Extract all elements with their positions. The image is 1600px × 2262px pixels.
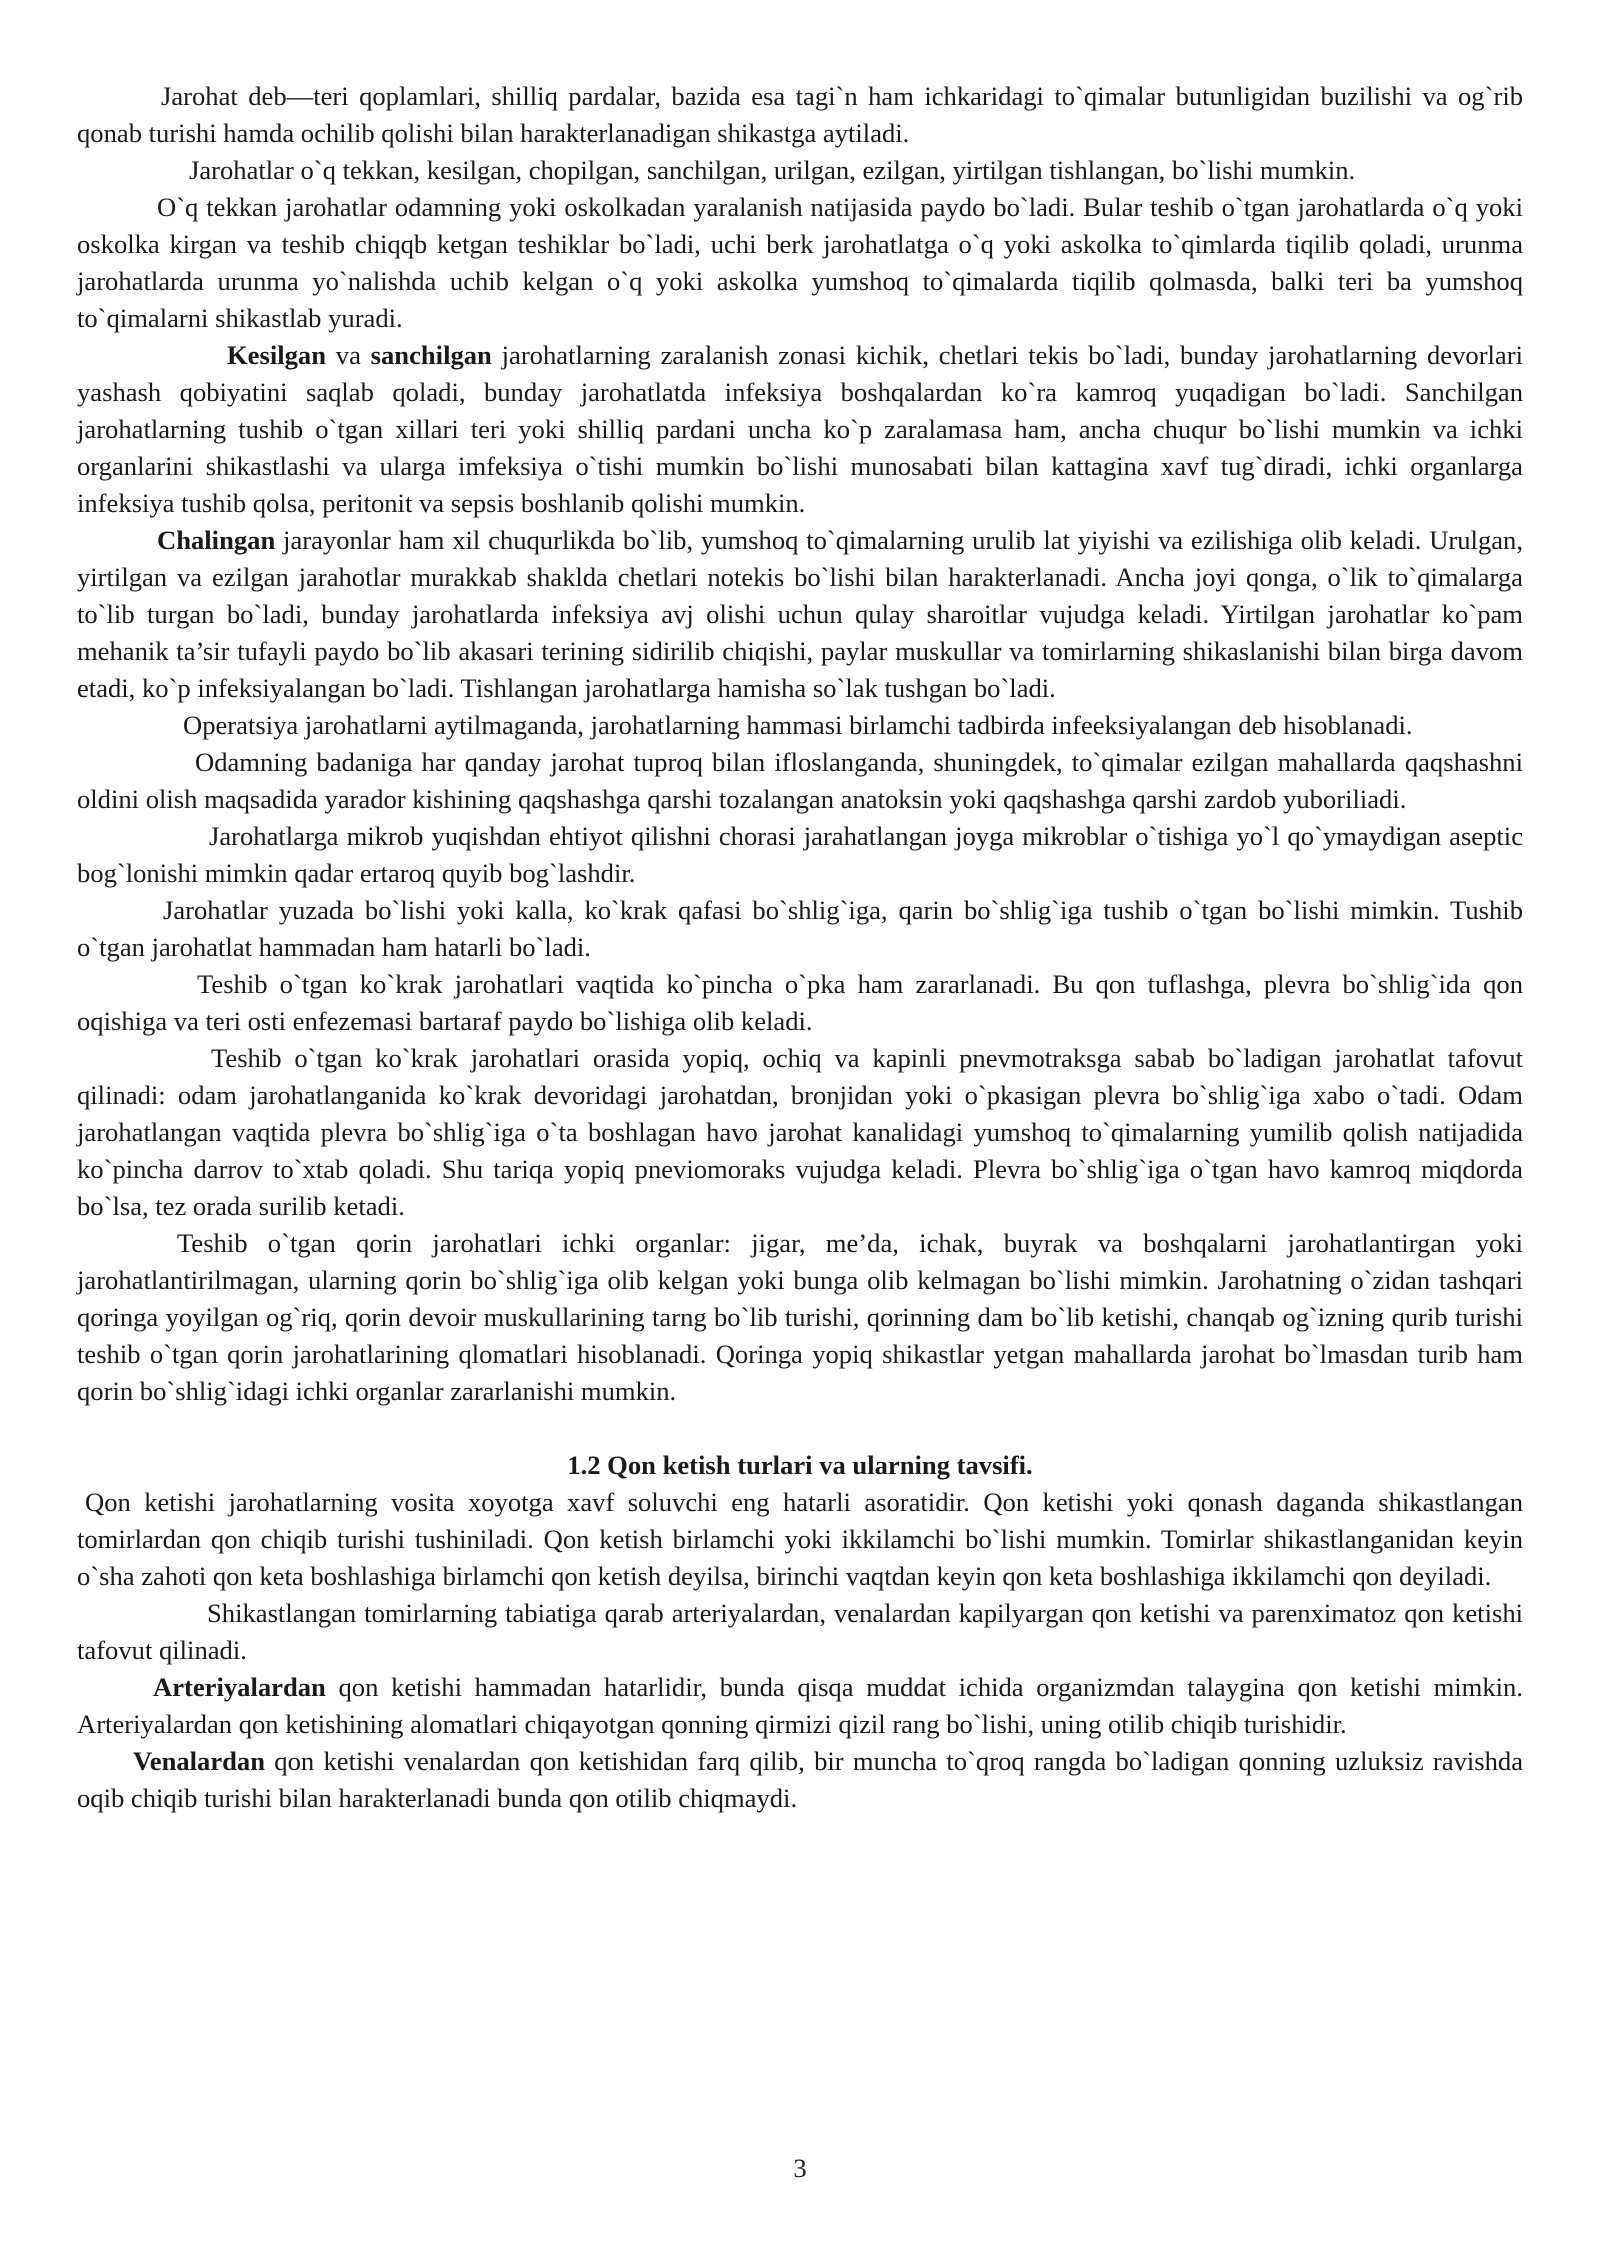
paragraph [77, 1040, 1523, 1225]
paragraph-text: qon ketishi venalardan qon ketishidan farq qilib, bir muncha to`qroq rangda bo`ladigan qonning uzluksiz ravishda oqib chiqib turishi bilan harakterlanadi bunda qon otilib chiqmaydi. [77, 1746, 1523, 1813]
paragraph [77, 1743, 1523, 1817]
paragraph [77, 1225, 1523, 1410]
section-heading: 1.2 Qon ketish turlari va ularning tavsifi. [567, 1450, 1033, 1480]
paragraph [77, 1669, 1523, 1743]
paragraph [77, 78, 1523, 152]
paragraph-text: Jarohatlar yuzada bo`lishi yoki kalla, ko`krak qafasi bo`shlig`iga, qarin bo`shlig`iga tushib o`tgan bo`lishi mimkin. Tushib o`tgan jarohatlat hammadan ham hatarli bo`ladi. [77, 895, 1523, 962]
paragraph-text: Jarohatlarga mikrob yuqishdan ehtiyot qilishni chorasi jarahatlangan joyga mikroblar o`tishiga yo`l qo`ymaydigan aseptic bog`lonishi mimkin qadar ertaroq quyib bog`lashdir. [77, 821, 1523, 888]
paragraph-text: Teshib o`tgan ko`krak jarohatlari vaqtida ko`pincha o`pka ham zararlanadi. Bu qon tuflashga, plevra bo`shlig`ida qon oqishiga va teri osti enfezemasi bartaraf paydo bo`lishiga olib keladi. [77, 969, 1523, 1036]
paragraph-text: jarayonlar ham xil chuqurlikda bo`lib, yumshoq to`qimalarning urulib lat yiyishi va ezilishiga olib keladi. Urulgan, yirtilgan va ezilgan jarahotlar murakkab shaklda chetlari notekis bo`lishi bilan harakterlanadi. Ancha joyi qonga, o`lik to`qimalarga to`lib turgan bo`ladi, bunday jarohatlarda infeksiya avj olishi uchun qulay sharoitlar vujudga keladi. Yirtilgan jarohatlar ko`pam mehanik ta’sir tufayli paydo bo`lib akasari terining sidirilib chiqishi, paylar muskullar va tomirlarning shikaslanishi bilan birga davom etadi, ko`p infeksiyalangan bo`ladi. Tishlangan jarohatlarga hamisha so`lak tushgan bo`ladi. [77, 525, 1523, 703]
paragraph-text: O`q tekkan jarohatlar odamning yoki oskolkadan yaralanish natijasida paydo bo`ladi. Bular teshib o`tgan jarohatlarda o`q yoki oskolka kirgan va teshib chiqqb ketgan teshiklar bo`ladi, uchi berk jarohatlatga o`q yoki askolka to`qimlarda tiqilib qoladi, urunma jarohatlarda urunma yo`nalishda uchib kelgan o`q yoki askolka yumshoq to`qimalarda tiqilib qolmasda, balki teri ba yumshoq to`qimalarni shikastlab yuradi. [77, 192, 1523, 333]
paragraph-text: jarohatlarning zaralanish zonasi kichik, chetlari tekis bo`ladi, bunday jarohatlarning devorlari yashash qobiyatini saqlab qoladi, bunday jarohatlatda infeksiya boshqalardan ko`ra kamroq yuqadigan bo`ladi. Sanchilgan jarohatlarning tushib o`tgan xillari teri yoki shilliq pardani uncha ko`p zaralamasa ham, ancha chuqur bo`lishi mumkin va ichki organlarini shikastlashi va ularga imfeksiya o`tishi mumkin bo`lishi munosabati bilan kattagina xavf tug`diradi, ichki organlarga infeksiya tushib qolsa, peritonit va sepsis boshlanib qolishi mumkin. [77, 340, 1523, 518]
bold-term: Kesilgan [227, 340, 326, 370]
paragraph [77, 818, 1523, 892]
page-number: 3 [793, 2153, 807, 2183]
bold-term: Venalardan [133, 1746, 266, 1776]
paragraph-text: Teshib o`tgan ko`krak jarohatlari orasida yopiq, ochiq va kapinli pnevmotraksga sabab bo`ladigan jarohatlat tafovut qilinadi: odam jarohatlanganida ko`krak devoridagi jarohatdan, bronjidan yoki o`pkasigan plevra bo`shlig`iga xabo o`tadi. Odam jarohatlangan vaqtida plevra bo`shlig`iga o`ta boshlagan havo jarohat kanalidagi yumshoq to`qimalarning yumilib qolish natijadida ko`pincha darrov to`xtab qoladi. Shu tariqa yopiq pneviomoraks vujudga keladi. Plevra bo`shlig`iga o`tgan havo kamroq miqdorda bo`lsa, tez orada surilib ketadi. [77, 1043, 1523, 1221]
paragraph-text: Jarohat deb—teri qoplamlari, shilliq pardalar, bazida esa tagi`n ham ichkaridagi to`qimalar butunligidan buzilishi va og`rib qonab turishi hamda ochilib qolishi bilan harakterlanadigan shikastga aytiladi. [77, 81, 1523, 148]
paragraph [77, 707, 1523, 744]
paragraph [77, 966, 1523, 1040]
bold-term: Arteriyalardan [153, 1672, 326, 1702]
paragraph [77, 337, 1523, 522]
paragraph [77, 522, 1523, 707]
paragraph-text: Operatsiya jarohatlarni aytilmaganda, jarohatlarning hammasi birlamchi tadbirda infeeksiyalangan deb hisoblanadi. [183, 710, 1413, 740]
paragraph-text: Teshib o`tgan qorin jarohatlari ichki organlar: jigar, me’da, ichak, buyrak va boshqalarni jarohatlantirgan yoki jarohatlantirilmagan, ularning qorin bo`shlig`iga olib kelgan yoki bunga olib kelmagan bo`lishi mimkin. Jarohatning o`zidan tashqari qoringa yoyilgan og`riq, qorin devoir muskullarining tarng bo`lib turishi, qorinning dam bo`lib ketishi, chanqab og`izning qurib turishi teshib o`tgan qorin jarohatlarining qlomatlari hisoblanadi. Qoringa yopiq shikastlar yetgan mahallarda jarohat bo`lmasdan turib ham qorin bo`shlig`idagi ichki organlar zararlanishi mumkin. [77, 1228, 1523, 1406]
paragraph [77, 152, 1523, 189]
paragraph-text: Odamning badaniga har qanday jarohat tuproq bilan ifloslanganda, shuningdek, to`qimalar ezilgan mahallarda qaqshashni oldini olish maqsadida yarador kishining qaqshashga qarshi tozalangan anatoksin yoki qaqshashga qarshi zardob yuboriliadi. [77, 747, 1523, 814]
paragraph [77, 1595, 1523, 1669]
paragraph-text: Jarohatlar o`q tekkan, kesilgan, chopilgan, sanchilgan, urilgan, ezilgan, yirtilgan tishlangan, bo`lishi mumkin. [189, 155, 1356, 185]
bold-term: Chalingan [157, 525, 276, 555]
page-body [77, 78, 1523, 1817]
paragraph-text: va [326, 340, 371, 370]
paragraph-text: qon ketishi hammadan hatarlidir, bunda qisqa muddat ichida organizmdan talaygina qon ketishi mimkin. Arteriyalardan qon ketishining alomatlari chiqayotgan qonning qirmizi qizil rang bo`lishi, uning otilib chiqib turishidir. [77, 1672, 1523, 1739]
paragraph [77, 1484, 1523, 1595]
paragraph [77, 744, 1523, 818]
paragraph [77, 892, 1523, 966]
paragraph-list [77, 78, 1523, 1410]
paragraph [77, 189, 1523, 337]
paragraph-text: Shikastlangan tomirlarning tabiatiga qarab arteriyalardan, venalardan kapilyargan qon ketishi va parenximatoz qon ketishi tafovut qilinadi. [77, 1598, 1523, 1665]
paragraph-list-after-heading [77, 1484, 1523, 1817]
bold-term: sanchilgan [370, 340, 492, 370]
paragraph-text: Qon ketishi jarohatlarning vosita xoyotga xavf soluvchi eng hatarli asoratidir. Qon ketishi yoki qonash daganda shikastlangan tomirlardan qon chiqib turishi tushiniladi. Qon ketish birlamchi yoki ikkilamchi bo`lishi mumkin. Tomirlar shikastlanganidan keyin o`sha zahoti qon keta boshlashiga birlamchi qon ketish deyilsa, birinchi vaqtdan keyin qon keta boshlashiga ikkilamchi qon deyiladi. [77, 1487, 1523, 1591]
